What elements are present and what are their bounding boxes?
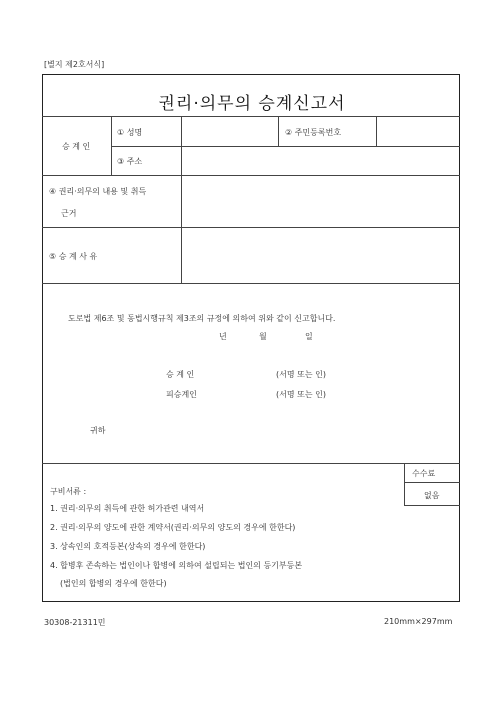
succession-reason-label: ⑤ 승 계 사 유: [49, 252, 98, 261]
date-day: 일: [305, 332, 313, 341]
divider: [111, 116, 112, 175]
succession-reason-field[interactable]: [183, 229, 458, 281]
rights-content-label-cont: 근거: [61, 209, 77, 218]
divider: [42, 116, 460, 117]
rights-content-label: ④ 권리·의무의 내용 및 취득: [49, 187, 147, 196]
divider: [376, 116, 377, 146]
divider: [42, 283, 460, 284]
name-field[interactable]: [183, 118, 276, 144]
divider: [404, 463, 405, 505]
form-title: 권리·의무의 승계신고서: [158, 94, 346, 114]
id-number-field[interactable]: [378, 118, 458, 144]
documents-header: 구비서류 :: [50, 487, 87, 496]
document-item: 1. 권리·의무의 취득에 관한 허가관련 내역서: [50, 504, 205, 513]
addressee-label: 귀하: [90, 426, 106, 435]
divider: [404, 505, 460, 506]
divider: [42, 175, 460, 176]
form-number-label: [별지 제2호서식]: [44, 60, 105, 69]
form-code: 30308-21311민: [44, 618, 106, 627]
successor-signer-label: 승 계 인: [166, 370, 195, 379]
divider: [42, 227, 460, 228]
date-year: 년: [219, 332, 227, 341]
fee-value: 없음: [424, 491, 440, 500]
document-item: 4. 합병후 존속하는 법인이나 합병에 의하여 설립되는 법인의 등기부등본: [50, 561, 303, 570]
paper-size: 210mm×297mm: [384, 617, 453, 626]
statement-text: 도로법 제6조 및 동법시행규칙 제3조의 규정에 의하여 위와 같이 신고합니다.: [68, 314, 336, 323]
document-item: 3. 상속인의 호적등본(상속의 경우에 한한다): [50, 542, 206, 551]
divider: [404, 482, 460, 483]
date-month: 월: [259, 332, 267, 341]
fee-label: 수수료: [412, 469, 436, 478]
rights-content-field[interactable]: [183, 177, 458, 225]
document-item-note: (법인의 합병의 경우에 한한다): [60, 579, 167, 588]
divider: [42, 463, 460, 464]
document-item: 2. 권리·의무의 양도에 관한 계약서(권리·의무의 양도의 경우에 한한다): [50, 523, 296, 532]
successor-signature[interactable]: (서명 또는 인): [276, 370, 326, 379]
divider: [111, 146, 460, 147]
divider: [278, 116, 279, 146]
predecessor-signature[interactable]: (서명 또는 인): [276, 390, 326, 399]
divider: [181, 116, 182, 283]
address-label: ③ 주소: [117, 157, 143, 166]
id-number-label: ② 주민등록번호: [285, 128, 342, 137]
address-field[interactable]: [183, 148, 458, 173]
predecessor-signer-label: 피승계인: [166, 390, 197, 399]
name-label: ① 성명: [117, 128, 143, 137]
successor-section-label: 승 계 인: [62, 142, 91, 151]
